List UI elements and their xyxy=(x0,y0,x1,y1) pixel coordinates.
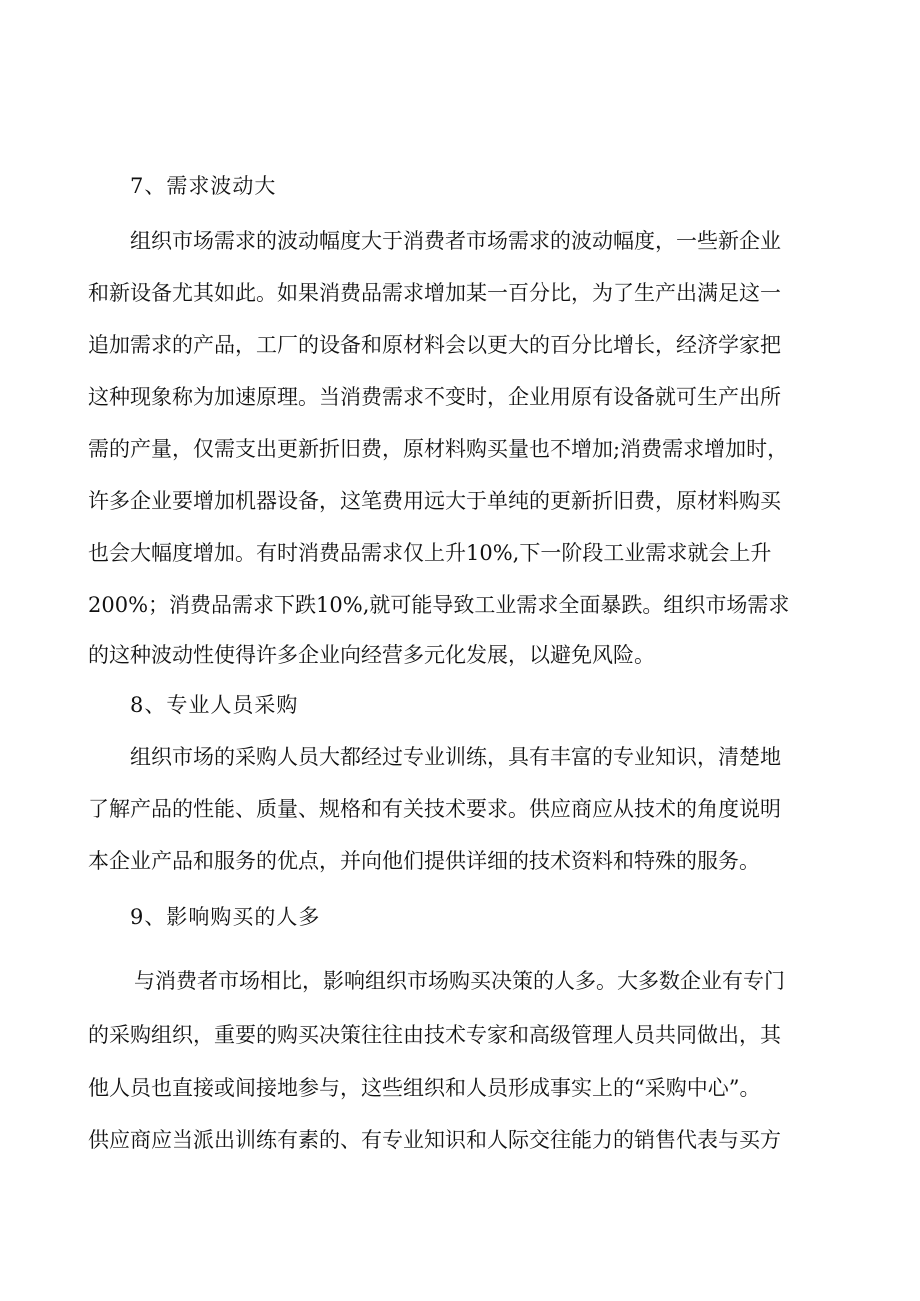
paragraph-line: 200%；消费品需求下跌10%,就可能导致工业需求全面暴跌。组织市场需求 xyxy=(88,593,790,617)
paragraph-line: 的采购组织，重要的购买决策往往由技术专家和高级管理人员共同做出，其 xyxy=(88,1023,781,1047)
paragraph-line: 也会大幅度增加。有时消费品需求仅上升10%,下一阶段工业需求就会上升 xyxy=(88,541,772,565)
paragraph-line: 他人员也直接或间接地参与，这些组织和人员形成事实上的“采购中心”。 xyxy=(88,1076,761,1100)
paragraph-line: 需的产量，仅需支出更新折旧费，原材料购买量也不增加;消费需求增加时， xyxy=(88,437,789,461)
paragraph-line: 许多企业要增加机器设备，这笔费用远大于单纯的更新折旧费，原材料购买 xyxy=(88,489,781,513)
paragraph-line: 组织市场需求的波动幅度大于消费者市场需求的波动幅度，一些新企业 xyxy=(130,229,781,253)
paragraph-line: 本企业产品和服务的优点，并向他们提供详细的技术资料和特殊的服务。 xyxy=(88,849,760,873)
paragraph-line: 了解产品的性能、质量、规格和有关技术要求。供应商应从技术的角度说明 xyxy=(88,797,781,821)
section-heading-9: 9、影响购买的人多 xyxy=(130,905,321,929)
section-heading-8: 8、专业人员采购 xyxy=(130,693,299,717)
paragraph-line: 供应商应当派出训练有素的、有专业知识和人际交往能力的销售代表与买方 xyxy=(88,1128,781,1152)
paragraph-line: 和新设备尤其如此。如果消费品需求增加某一百分比，为了生产出满足这一 xyxy=(88,281,781,305)
paragraph-line: 追加需求的产品，工厂的设备和原材料会以更大的百分比增长，经济学家把 xyxy=(88,333,781,357)
paragraph-line: 的这种波动性使得许多企业向经营多元化发展，以避免风险。 xyxy=(88,643,655,667)
paragraph-line: 组织市场的采购人员大都经过专业训练，具有丰富的专业知识，清楚地 xyxy=(130,745,781,769)
section-heading-7: 7、需求波动大 xyxy=(130,174,277,198)
paragraph-line: 这种现象称为加速原理。当消费需求不变时，企业用原有设备就可生产出所 xyxy=(88,385,781,409)
paragraph-line: 与消费者市场相比，影响组织市场购买决策的人多。大多数企业有专门 xyxy=(134,969,785,993)
